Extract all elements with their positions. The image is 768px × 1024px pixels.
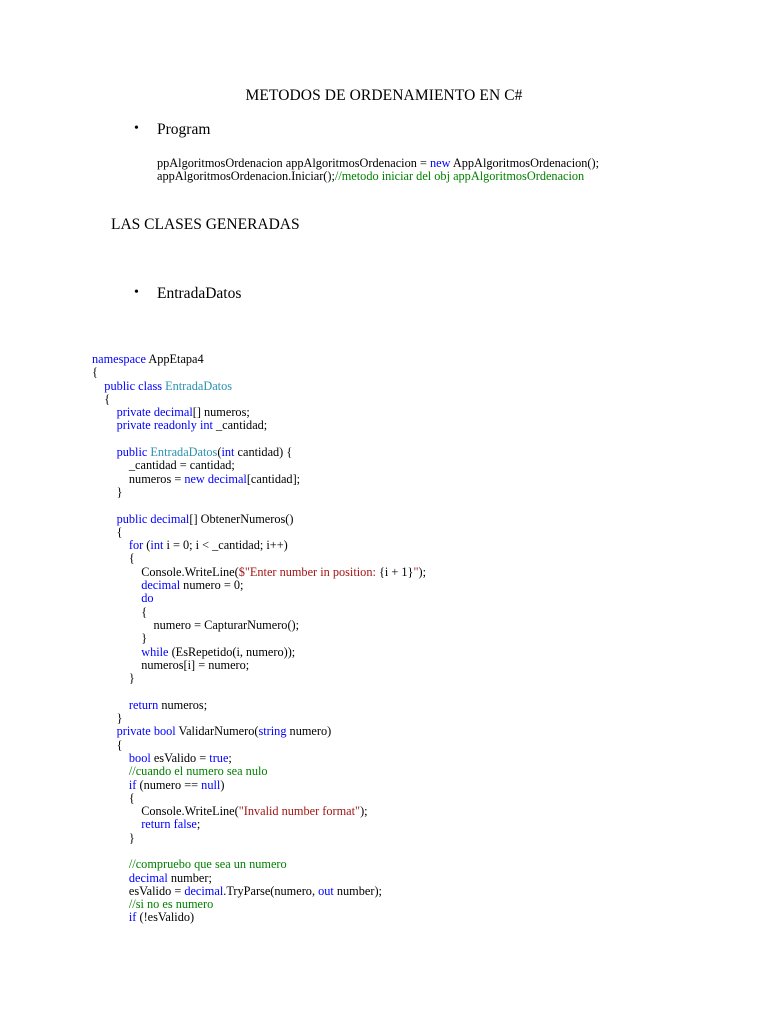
code-token <box>92 764 129 778</box>
code-token <box>92 512 117 526</box>
code-token <box>92 778 129 792</box>
code-line <box>92 606 426 619</box>
code-token: (EsRepetido(i, numero)); <box>168 644 296 659</box>
code-token: .TryParse(numero, <box>223 883 319 898</box>
code-token: { <box>92 524 123 539</box>
code-line <box>92 380 426 393</box>
code-line <box>92 419 426 432</box>
code-line <box>92 513 426 526</box>
code-token: do <box>141 591 154 606</box>
code-token: new <box>184 471 205 486</box>
code-token: i = 0; i < _cantidad; i++) <box>163 538 288 553</box>
code-token: } <box>92 484 123 499</box>
code-token: _cantidad = cantidad; <box>92 458 235 473</box>
bullet-program-label: Program <box>157 121 211 138</box>
code-token: return <box>141 817 171 832</box>
code-line <box>92 765 426 778</box>
code-line <box>92 446 426 459</box>
code-token: } <box>92 631 148 646</box>
code-line <box>92 433 426 446</box>
code-line <box>92 752 426 765</box>
code-token: cantidad) { <box>234 445 293 460</box>
code-token: EntradaDatos <box>165 378 233 393</box>
code-token: (numero == <box>136 777 202 792</box>
code-line <box>92 592 426 605</box>
code-token <box>92 871 129 885</box>
code-token: { <box>92 365 98 380</box>
code-line <box>92 353 426 366</box>
code-token: ; <box>196 817 201 832</box>
code-token: numero) <box>286 724 332 739</box>
code-token: } <box>92 711 123 726</box>
code-line <box>92 459 426 472</box>
code-token: //cuando el numero sea nulo <box>128 764 268 779</box>
code-line <box>92 672 426 685</box>
code-token <box>92 591 141 605</box>
code-token: int <box>199 418 213 433</box>
code-token <box>92 538 129 552</box>
code-token: number); <box>333 883 382 898</box>
code-token: if <box>128 777 137 792</box>
code-token <box>92 817 141 831</box>
code-token: class <box>138 378 163 393</box>
code-token: decimal <box>128 870 168 885</box>
bullet-dot-icon: • <box>134 285 139 300</box>
code-token: } <box>92 830 135 845</box>
code-token: esValido = <box>150 750 210 765</box>
code-token <box>92 857 129 871</box>
code-line <box>157 169 599 182</box>
bullet-entradadatos <box>134 285 242 303</box>
code-token <box>92 445 117 459</box>
code-token <box>92 751 129 765</box>
code-token: [] ObtenerNumeros() <box>189 511 294 526</box>
code-token: Console.WriteLine( <box>92 564 239 579</box>
code-line <box>92 499 426 512</box>
code-token: AppEtapa4 <box>145 352 204 366</box>
code-line <box>92 539 426 552</box>
code-line <box>92 725 426 738</box>
code-token: for <box>128 538 144 553</box>
code-line <box>92 473 426 486</box>
code-token: int <box>221 445 235 460</box>
code-line <box>92 898 426 911</box>
code-line <box>92 805 426 818</box>
code-line <box>92 659 426 672</box>
code-token <box>92 698 129 712</box>
code-token: private <box>116 724 151 739</box>
code-token: Console.WriteLine( <box>92 804 239 819</box>
code-line <box>92 566 426 579</box>
code-token: null <box>201 777 221 792</box>
code-token: AppAlgoritmosOrdenacion(); <box>450 156 600 170</box>
code-line <box>92 885 426 898</box>
code-token: esValido = <box>92 883 185 898</box>
code-token: numeros; <box>158 697 208 712</box>
code-token: { <box>92 790 135 805</box>
code-token: decimal <box>184 883 224 898</box>
code-token: //si no es numero <box>128 897 214 912</box>
code-token: public <box>104 378 136 393</box>
program-code-block <box>157 156 599 183</box>
code-token: _cantidad; <box>212 418 268 433</box>
code-line <box>92 366 426 379</box>
code-token: numeros = <box>92 471 185 486</box>
code-line <box>157 156 599 169</box>
code-token: public <box>116 445 148 460</box>
code-token: numero = CapturarNumero(); <box>92 617 300 632</box>
code-token: numeros[i] = numero; <box>92 657 250 672</box>
bullet-dot-icon: • <box>134 121 139 136</box>
code-token <box>92 910 129 924</box>
code-token: //compruebo que sea un numero <box>128 857 287 872</box>
code-token: { <box>92 391 111 406</box>
document-title: METODOS DE ORDENAMIENTO EN C# <box>245 87 523 104</box>
code-token: return <box>128 697 159 712</box>
code-token: { <box>92 737 123 752</box>
code-line <box>92 872 426 885</box>
code-line <box>92 858 426 871</box>
code-line <box>92 393 426 406</box>
code-token: (!esValido) <box>136 910 195 925</box>
code-token: ) <box>220 777 225 792</box>
code-block <box>92 353 426 925</box>
code-token: //metodo iniciar del obj appAlgoritmosOrdenacion <box>334 169 585 184</box>
code-token: ( <box>217 445 222 460</box>
code-token <box>92 578 141 592</box>
code-token: [] numeros; <box>192 405 250 420</box>
code-token: int <box>150 538 164 553</box>
code-line <box>92 818 426 831</box>
code-line <box>92 845 426 858</box>
code-line <box>92 619 426 632</box>
code-token: {i + 1} <box>378 564 414 579</box>
code-line <box>92 406 426 419</box>
code-token: decimal <box>141 578 181 593</box>
code-token: public <box>116 511 148 526</box>
code-token: " <box>413 564 419 579</box>
code-token <box>92 418 117 432</box>
code-line <box>92 699 426 712</box>
code-token: new <box>429 156 451 170</box>
code-token: bool <box>128 750 151 765</box>
code-token: decimal <box>207 471 247 486</box>
code-line <box>92 832 426 845</box>
bullet-entradadatos-label: EntradaDatos <box>157 285 242 302</box>
code-token: "Invalid number format" <box>238 804 361 819</box>
code-line <box>92 552 426 565</box>
code-token: string <box>258 724 287 739</box>
code-token: while <box>141 644 169 659</box>
code-token: namespace <box>92 352 146 366</box>
code-token: ppAlgoritmosOrdenacion appAlgoritmosOrdenacion = <box>157 156 430 170</box>
code-token: ValidarNumero( <box>175 724 259 739</box>
code-token: appAlgoritmosOrdenacion.Iniciar(); <box>157 169 335 184</box>
code-token: numero = 0; <box>180 578 244 593</box>
code-token: $"Enter number in position: <box>238 564 379 579</box>
code-token <box>92 897 129 911</box>
section-heading: LAS CLASES GENERADAS <box>111 216 300 233</box>
code-token: [cantidad]; <box>246 471 301 486</box>
code-token: { <box>92 604 148 619</box>
code-token: ( <box>143 538 151 553</box>
code-line <box>92 792 426 805</box>
code-token: true <box>209 750 229 765</box>
code-token <box>92 645 141 659</box>
code-token: private <box>116 418 151 433</box>
code-token: } <box>92 671 135 686</box>
code-token <box>92 379 104 393</box>
code-token: out <box>318 883 334 898</box>
code-line <box>92 911 426 924</box>
code-line <box>92 685 426 698</box>
code-token: EntradaDatos <box>150 445 218 460</box>
code-token: ); <box>360 804 368 819</box>
code-token: number; <box>167 870 212 885</box>
code-token: readonly <box>153 418 197 433</box>
code-line <box>92 712 426 725</box>
code-token: decimal <box>150 511 190 526</box>
code-line <box>92 739 426 752</box>
code-token: decimal <box>153 405 193 420</box>
code-token: false <box>173 817 197 832</box>
bullet-program <box>134 121 211 139</box>
code-line <box>92 632 426 645</box>
code-line <box>92 526 426 539</box>
code-token: if <box>128 910 137 925</box>
code-token: private <box>116 405 151 420</box>
code-token <box>92 724 117 738</box>
code-token: bool <box>153 724 176 739</box>
code-line <box>92 486 426 499</box>
code-token: ; <box>228 750 232 765</box>
code-line <box>92 579 426 592</box>
code-line <box>92 779 426 792</box>
code-token: ); <box>418 564 426 579</box>
code-line <box>92 646 426 659</box>
code-token <box>92 405 117 419</box>
code-token: { <box>92 551 135 566</box>
